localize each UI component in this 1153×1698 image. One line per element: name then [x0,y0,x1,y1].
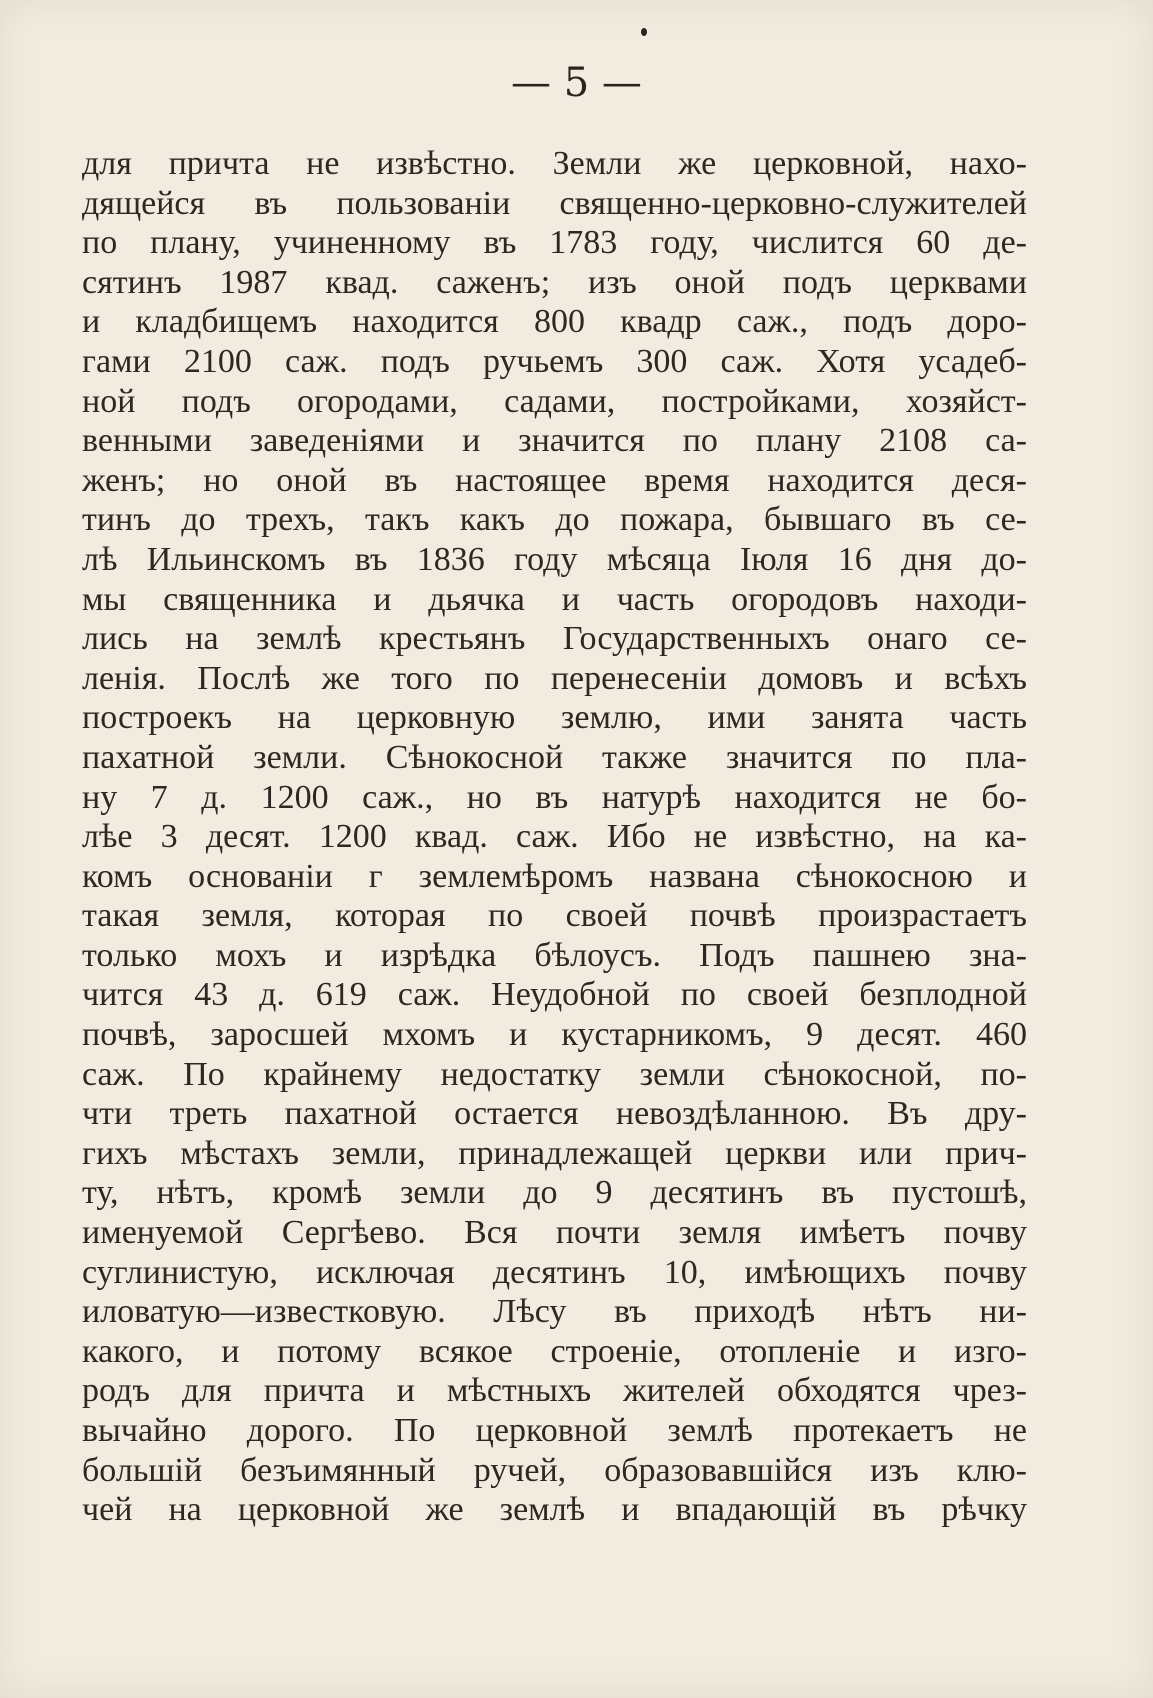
text-line-9: женъ; но оной въ настоящее время находится деся- [82,461,1027,499]
body-text [82,144,1027,1530]
text-line-24: саж. По крайнему недостатку земли сѣнокосной, по- [82,1055,1027,1093]
text-line-33: вычайно дорого. По церковной землѣ протекаетъ не [82,1412,1027,1449]
text-line-21: только мохъ и изрѣдка бѣлоусъ. Подъ пашнею зна- [82,936,1027,974]
text-line-35: чей на церковной же землѣ и впадающій въ рѣчку [82,1491,1027,1529]
text-line-34: большій безъимянный ручей, образовавшійся изъ клю- [82,1451,1027,1489]
text-line-16: пахатной земли. Сѣнокосной также значится по пла- [82,738,1027,776]
text-line-20: такая земля, которая по своей почвѣ произрастаетъ [82,897,1027,935]
text-line-31: какого, и потому всякое строеніе, отопленіе и изго- [82,1332,1027,1370]
text-line-5: и кладбищемъ находится 800 квадр саж., подъ доро- [82,303,1027,341]
text-line-22: чится 43 д. 619 саж. Неудобной по своей безплодной [82,976,1027,1014]
text-line-13: лись на землѣ крестьянъ Государственныхъ онаго се- [82,620,1027,658]
text-line-18: лѣе 3 десят. 1200 квад. саж. Ибо не извѣстно, на ка- [82,818,1027,856]
text-line-4: сятинъ 1987 квад. саженъ; изъ оной подъ церквами [82,263,1027,301]
text-line-8: венными заведеніями и значится по плану 2108 са- [82,422,1027,460]
text-line-27: ту, нѣтъ, кромѣ земли до 9 десятинъ въ пустошѣ, [82,1174,1027,1212]
text-line-15: построекъ на церковную землю, ими занята часть [82,699,1027,737]
text-line-10: тинъ до трехъ, такъ какъ до пожара, бывшаго въ се- [82,501,1027,539]
text-line-30: иловатую—известковую. Лѣсу въ приходѣ нѣтъ ни- [82,1293,1027,1331]
text-line-28: именуемой Сергѣево. Вся почти земля имѣетъ почву [82,1214,1027,1252]
text-line-32: родъ для причта и мѣстныхъ жителей обходятся чрез- [82,1372,1027,1410]
text-line-14: ленія. Послѣ же того по перенесеніи домовъ и всѣхъ [82,659,1027,697]
text-line-25: чти треть пахатной остается невоздѣланною. Въ дру- [82,1095,1027,1133]
text-line-19: комъ основаніи г землемѣромъ названа сѣнокосною и [82,857,1027,895]
text-line-6: гами 2100 саж. подъ ручьемъ 300 саж. Хотя усадеб- [82,342,1027,380]
text-line-11: лѣ Ильинскомъ въ 1836 году мѣсяца Іюля 16 дня до- [82,540,1027,578]
ink-speck [641,28,647,36]
page-number: — 5 — [511,60,642,106]
text-line-12: мы священника и дьячка и часть огородовъ находи- [82,580,1027,618]
text-line-26: гихъ мѣстахъ земли, принадлежащей церкви или прич- [82,1134,1027,1172]
text-line-2: дящейся въ пользованіи священно-церковно-служителей [82,184,1027,222]
text-line-1: для причта не извѣстно. Земли же церковной, нахо- [82,145,1027,182]
text-line-23: почвѣ, заросшей мхомъ и кустарникомъ, 9 десят. 460 [82,1016,1027,1054]
text-line-29: суглинистую, исключая десятинъ 10, имѣющихъ почву [82,1253,1027,1291]
text-line-7: ной подъ огородами, садами, постройками, хозяйст- [82,382,1027,420]
text-line-3: по плану, учиненному въ 1783 году, числится 60 де- [82,224,1027,262]
text-line-17: ну 7 д. 1200 саж., но въ натурѣ находится не бо- [82,778,1027,816]
